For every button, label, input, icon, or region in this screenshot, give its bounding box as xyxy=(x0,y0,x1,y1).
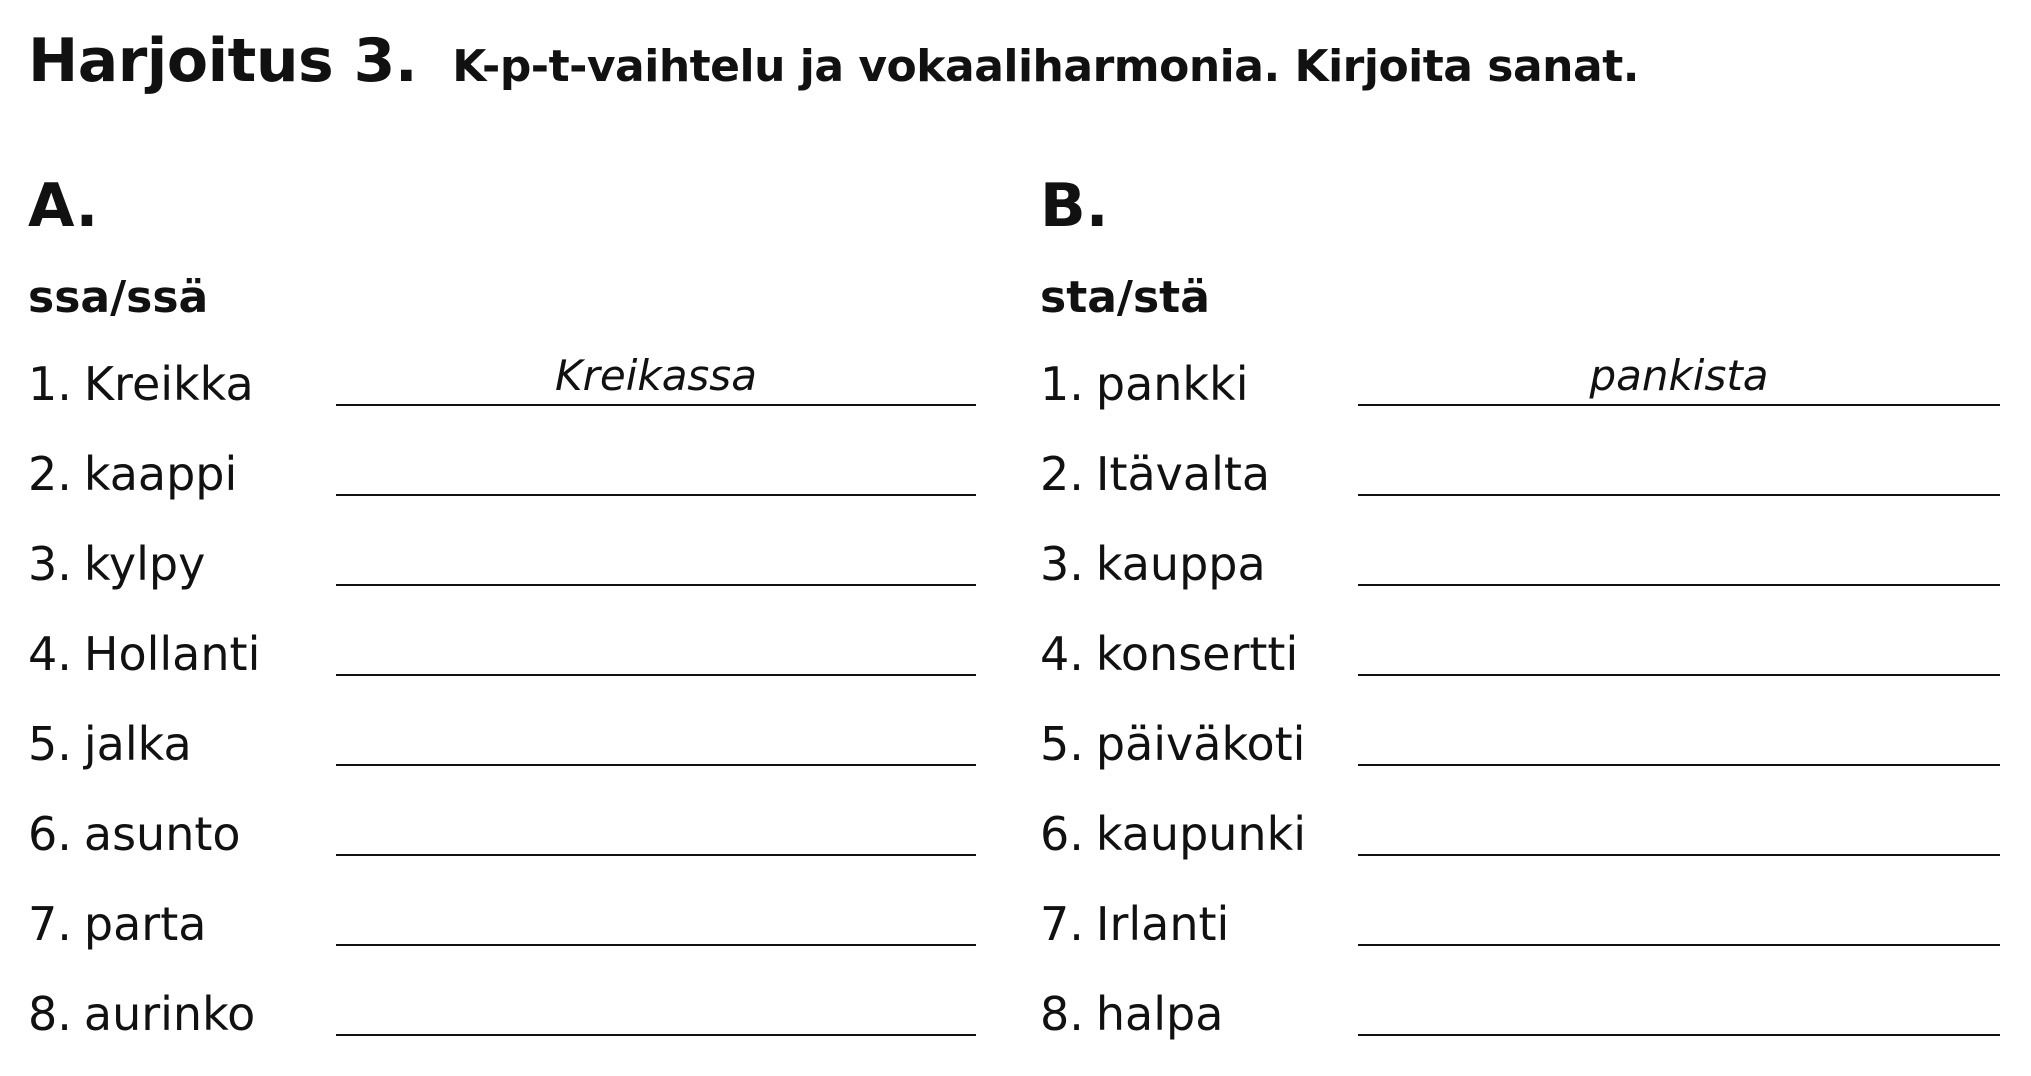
item-word: parta xyxy=(83,897,207,951)
item-number: 8. xyxy=(28,987,72,1041)
item-word: päiväkoti xyxy=(1095,717,1306,771)
item-word: Irlanti xyxy=(1095,897,1230,951)
exercise-item xyxy=(28,536,998,626)
item-word: kaupunki xyxy=(1095,807,1306,861)
item-word: kauppa xyxy=(1095,537,1266,591)
item-number: 3. xyxy=(1040,537,1084,591)
answer-line[interactable] xyxy=(1358,674,2000,676)
answer-line[interactable] xyxy=(336,1034,976,1036)
item-word: kylpy xyxy=(83,537,206,591)
answer-line[interactable] xyxy=(1358,351,2000,406)
answer-line[interactable] xyxy=(1358,1034,2000,1036)
answer-line[interactable] xyxy=(1358,944,2000,946)
item-number: 2. xyxy=(1040,447,1084,501)
exercise-item xyxy=(1040,716,2010,806)
answer-line[interactable] xyxy=(1358,854,2000,856)
answer-line[interactable] xyxy=(1358,584,2000,586)
answer-line[interactable] xyxy=(336,494,976,496)
answer-line[interactable] xyxy=(1358,764,2000,766)
item-number: 5. xyxy=(28,717,72,771)
item-number: 1. xyxy=(28,357,72,411)
exercise-item xyxy=(28,896,998,986)
exercise-item xyxy=(28,446,998,536)
exercise-item xyxy=(1040,351,2010,446)
item-word: konsertti xyxy=(1095,627,1299,681)
item-number: 7. xyxy=(28,897,72,951)
exercise-item xyxy=(28,626,998,716)
section-a xyxy=(28,171,998,1076)
exercise-item xyxy=(1040,626,2010,716)
answer-text: Kreikassa xyxy=(555,351,757,400)
answer-line[interactable] xyxy=(1358,494,2000,496)
exercise-instruction: K-p-t-vaihtelu ja vokaaliharmonia. Kirjoita sanat. xyxy=(452,41,1639,92)
item-word: Hollanti xyxy=(83,627,261,681)
item-number: 1. xyxy=(1040,357,1084,411)
exercise-item xyxy=(1040,536,2010,626)
exercise-item xyxy=(1040,986,2010,1076)
item-word: halpa xyxy=(1095,987,1224,1041)
item-word: jalka xyxy=(83,717,192,771)
exercise-item xyxy=(1040,446,2010,536)
item-number: 8. xyxy=(1040,987,1084,1041)
section-label: B. xyxy=(1040,171,1109,241)
section-b xyxy=(1040,171,2010,1076)
exercise-number: Harjoitus 3. xyxy=(28,26,418,96)
answer-line[interactable] xyxy=(336,351,976,406)
exercise-item xyxy=(28,351,998,446)
exercise-item xyxy=(28,806,998,896)
answer-line[interactable] xyxy=(336,854,976,856)
item-number: 7. xyxy=(1040,897,1084,951)
item-word: Itävalta xyxy=(1095,447,1271,501)
answer-line[interactable] xyxy=(336,944,976,946)
answer-line[interactable] xyxy=(336,584,976,586)
item-number: 4. xyxy=(1040,627,1084,681)
exercise-item xyxy=(1040,896,2010,986)
answer-line[interactable] xyxy=(336,764,976,766)
section-label: A. xyxy=(28,171,99,241)
exercise-item xyxy=(28,986,998,1076)
item-number: 6. xyxy=(1040,807,1084,861)
answer-text: pankista xyxy=(1589,351,1769,400)
item-word: asunto xyxy=(83,807,241,861)
item-number: 6. xyxy=(28,807,72,861)
exercise-item xyxy=(1040,806,2010,896)
item-number: 5. xyxy=(1040,717,1084,771)
item-word: kaappi xyxy=(83,447,238,501)
item-word: Kreikka xyxy=(83,357,254,411)
item-number: 3. xyxy=(28,537,72,591)
answer-line[interactable] xyxy=(336,674,976,676)
section-suffix: sta/stä xyxy=(1040,272,1210,323)
item-word: aurinko xyxy=(83,987,256,1041)
exercise-item xyxy=(28,716,998,806)
item-number: 4. xyxy=(28,627,72,681)
section-suffix: ssa/ssä xyxy=(28,272,209,323)
item-word: pankki xyxy=(1095,357,1249,411)
item-number: 2. xyxy=(28,447,72,501)
exercise-header xyxy=(28,26,1639,96)
